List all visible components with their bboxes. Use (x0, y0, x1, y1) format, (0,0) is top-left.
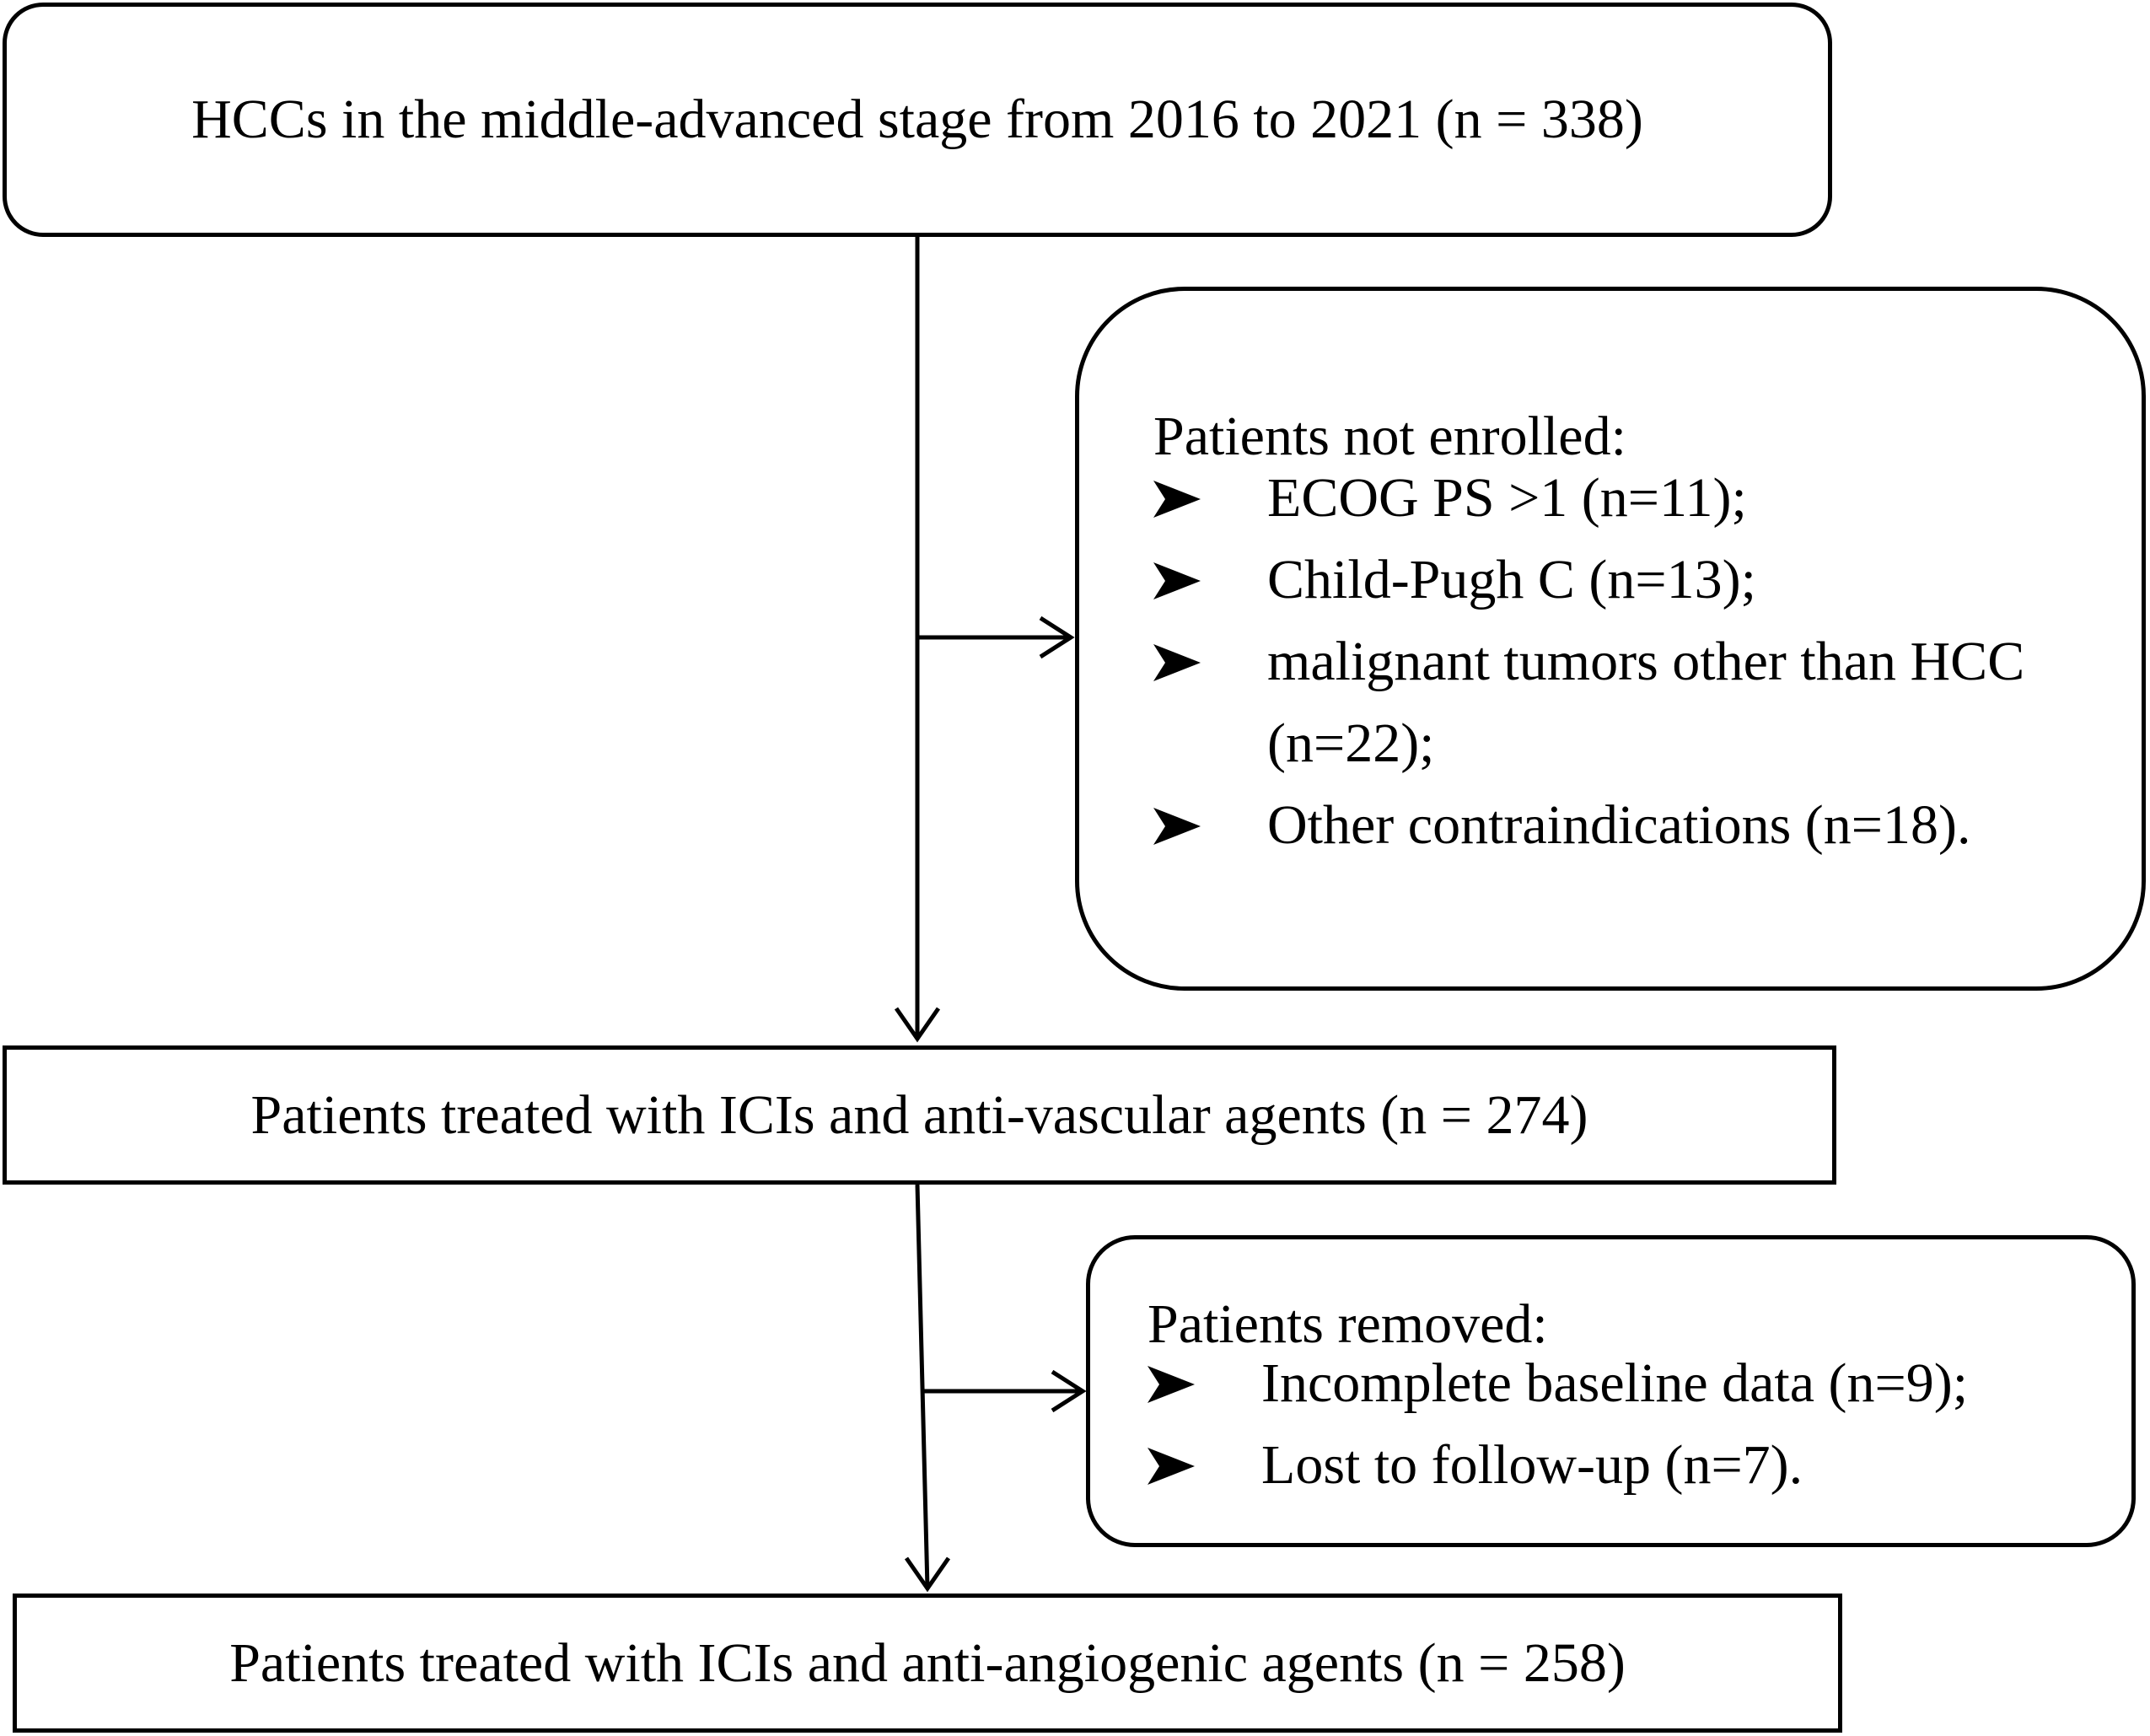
list-item (1153, 621, 2123, 784)
list-item-text: malignant tumors other than HCC (n=22); (1267, 631, 2025, 774)
list-item (1153, 784, 2123, 866)
list-item-text: Lost to follow-up (n=7). (1261, 1434, 1803, 1496)
list-item-text: Other contraindications (n=18). (1267, 794, 1971, 856)
list-item-text: Child-Pugh C (n=13); (1267, 549, 1756, 610)
not-enrolled-list (1153, 457, 2123, 866)
list-item (1148, 1342, 2117, 1424)
list-item (1148, 1424, 2117, 1506)
list-item (1153, 457, 2123, 539)
removed-list (1148, 1342, 2117, 1506)
not-enrolled-heading: Patients not enrolled: (1153, 406, 1626, 467)
box-treated-anti-vascular (3, 1045, 1836, 1185)
box-initial-cohort (3, 3, 1832, 237)
box-initial-cohort-label: HCCs in the middle-advanced stage from 2016 to 2021 (n = 338) (191, 89, 1643, 150)
list-item (1153, 539, 2123, 621)
box-not-enrolled (1075, 287, 2146, 991)
box-treated-anti-vascular-label: Patients treated with ICIs and anti-vascular agents (n = 274) (250, 1083, 1588, 1146)
box-treated-anti-angiogenic-label: Patients treated with ICIs and anti-angiogenic agents (n = 258) (229, 1631, 1626, 1694)
removed-heading: Patients removed: (1148, 1293, 1548, 1355)
list-item-text: ECOG PS >1 (n=11); (1267, 467, 1747, 529)
box-removed (1086, 1235, 2136, 1547)
connector-middle-to-bottom (917, 1185, 927, 1588)
list-item-text: Incomplete baseline data (n=9); (1261, 1352, 1969, 1414)
box-treated-anti-angiogenic (13, 1594, 1842, 1733)
